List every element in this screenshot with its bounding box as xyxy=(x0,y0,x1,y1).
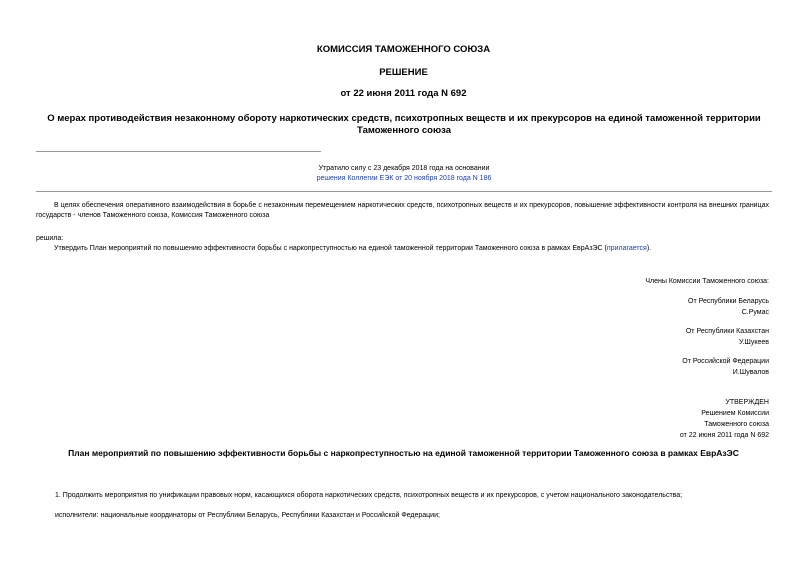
member-country: От Российской Федерации xyxy=(682,358,769,365)
commission-heading: КОМИССИЯ ТАМОЖЕННОГО СОЮЗА xyxy=(316,44,491,55)
member-block-russia xyxy=(682,356,769,378)
member-name: У.Шукеев xyxy=(738,339,769,346)
attachment-link[interactable]: прилагается xyxy=(606,245,647,252)
member-country: От Республики Беларусь xyxy=(688,298,769,305)
members-heading: Члены Комиссии Таможенного союза: xyxy=(645,278,769,285)
approved-line: Таможенного союза xyxy=(704,421,769,428)
document-type-heading: РЕШЕНИЕ xyxy=(379,67,428,78)
divider-full xyxy=(36,191,772,192)
approved-line: от 22 июня 2011 года N 692 xyxy=(679,432,769,439)
approved-line: Решением Комиссии xyxy=(701,410,769,417)
approve-paragraph xyxy=(54,245,651,252)
approve-end: ). xyxy=(646,245,652,252)
document-title: О мерах противодействия незаконному обороту наркотических средств, психотропных веществ и их прекурсоров на единой таможенной территории Таможенного союза xyxy=(47,113,761,136)
member-block-kazakhstan xyxy=(686,326,769,348)
plan-title: План мероприятий по повышению эффективности борьбы с наркопреступностью на единой таможенной территории Таможенного союза в рамках ЕврАзЭС xyxy=(68,448,739,458)
status-link-line xyxy=(36,175,772,182)
status-line: Утратило силу с 23 декабря 2018 года на основании xyxy=(318,165,490,172)
preamble-paragraph: В целях обеспечения оперативного взаимодействия в борьбе с незаконным перемещением наркотических средств, психотропных веществ и их прекурсоров, повышение эффективности контроля на внешних границах государств - членов Таможенного союза, Комиссия Таможенного союза xyxy=(36,202,769,219)
plan-item-executors: исполнители: национальные координаторы от Республики Беларусь, Республики Казахстан и Российской Федерации; xyxy=(55,512,440,519)
decided-label: решила: xyxy=(36,235,64,242)
member-name: С.Румас xyxy=(741,309,769,316)
member-block-belarus xyxy=(688,296,769,318)
approved-block xyxy=(680,397,769,441)
plan-item: 1. Продолжить мероприятия по унификации правовых норм, касающихся оборота наркотических средств, психотропных веществ и их прекурсоров, с учетом национального законодательства; xyxy=(55,492,683,499)
document-date-number: от 22 июня 2011 года N 692 xyxy=(340,88,467,99)
member-country: От Республики Казахстан xyxy=(685,328,769,335)
approve-text: Утвердить План мероприятий по повышению эффективности борьбы с наркопреступностью на единой таможенной территории Таможенного союза в рамках ЕврАзЭС ( xyxy=(54,245,607,252)
repeal-decision-link[interactable]: решения Коллегии ЕЭК от 20 ноября 2018 года N 186 xyxy=(316,175,492,182)
approved-line: УТВЕРЖДЕН xyxy=(725,399,769,406)
member-name: И.Шувалов xyxy=(732,369,769,376)
divider-short xyxy=(36,151,321,152)
